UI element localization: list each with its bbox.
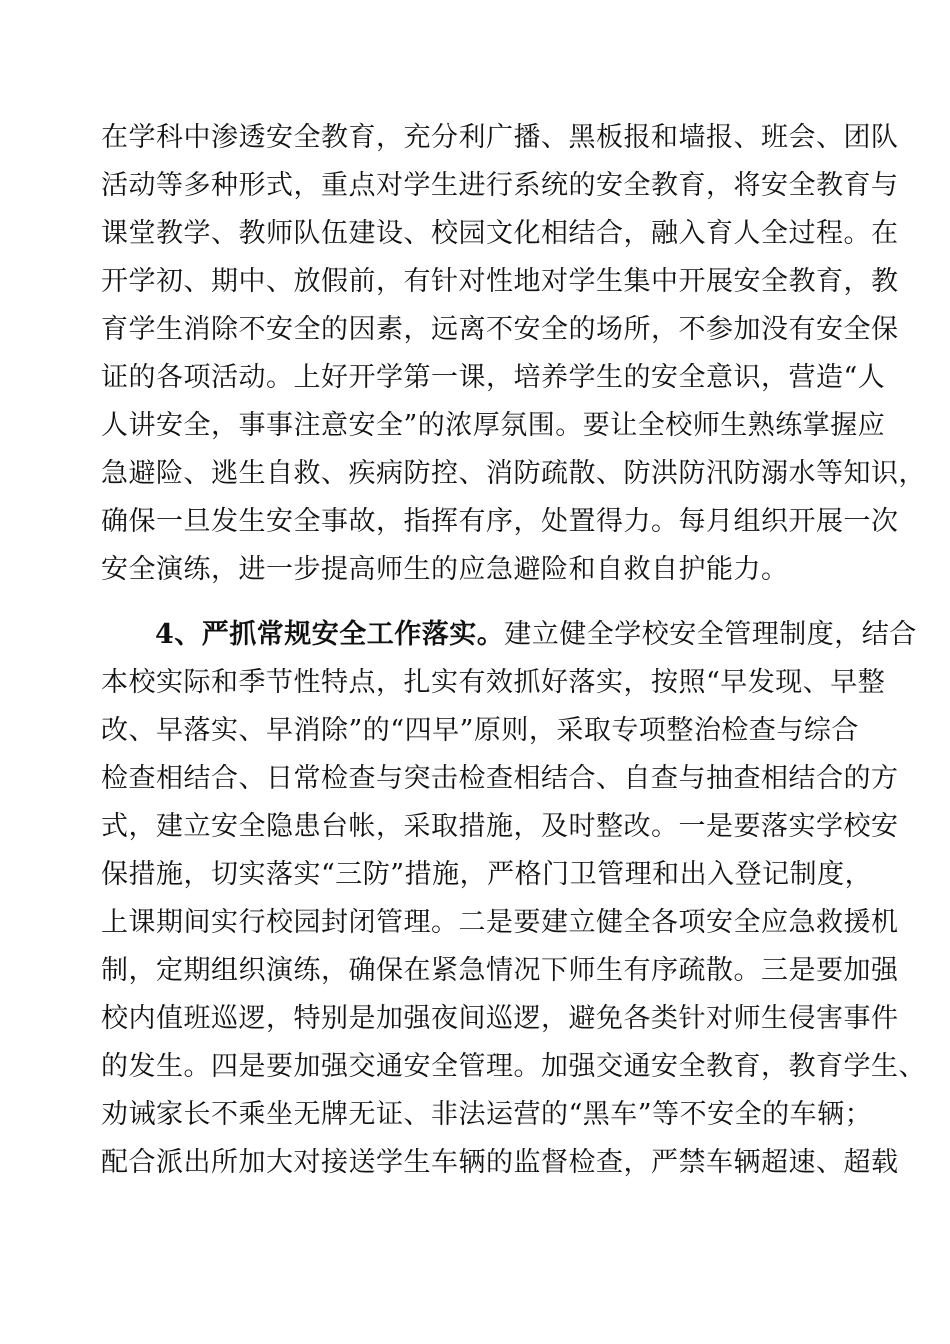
paragraph-line: 急避险、逃生自救、疾病防控、消防疏散、防洪防汛防溺水等知识， — [101, 458, 926, 489]
paragraph-line: 配合派出所加大对接送学生车辆的监督检查，严禁车辆超速、超载 — [101, 1147, 899, 1178]
section-4-heading: 4、严抓常规安全工作落实。 — [155, 619, 505, 650]
section-4-first-line — [155, 619, 917, 651]
paragraph-line: 制，定期组织演练，确保在紧急情况下师生有序疏散。三是要加强 — [101, 955, 899, 986]
paragraph-line: 的发生。四是要加强交通安全管理。加强交通安全教育，教育学生、 — [101, 1051, 926, 1082]
paragraph-line: 确保一旦发生安全事故，指挥有序，处置得力。每月组织开展一次 — [101, 506, 899, 537]
paragraph-line: 证的各项活动。上好开学第一课，培养学生的安全意识，营造“人 — [101, 362, 886, 393]
paragraph-line: 校内值班巡逻，特别是加强夜间巡逻，避免各类针对师生侵害事件 — [101, 1003, 899, 1034]
paragraph-line: 安全演练，进一步提高师生的应急避险和自救自护能力。 — [101, 554, 789, 585]
paragraph-line: 劝诫家长不乘坐无牌无证、非法运营的“黑车”等不安全的车辆； — [101, 1099, 873, 1130]
paragraph-line: 人讲安全，事事注意安全”的浓厚氛围。要让全校师生熟练掌握应 — [101, 410, 886, 441]
paragraph-line: 检查相结合、日常检查与突击检查相结合、自查与抽查相结合的方 — [101, 763, 899, 794]
paragraph-line: 开学初、期中、放假前，有针对性地对学生集中开展安全教育，教 — [101, 266, 899, 297]
paragraph-line: 育学生消除不安全的因素，远离不安全的场所，不参加没有安全保 — [101, 314, 899, 345]
paragraph-line: 活动等多种形式，重点对学生进行系统的安全教育，将安全教育与 — [101, 170, 899, 201]
paragraph-line: 式，建立安全隐患台帐，采取措施，及时整改。一是要落实学校安 — [101, 811, 899, 842]
section-4-first-line-text: 建立健全学校安全管理制度，结合 — [504, 619, 917, 650]
paragraph-line: 上课期间实行校园封闭管理。二是要建立健全各项安全应急救援机 — [101, 907, 899, 938]
paragraph-line: 改、早落实、早消除”的“四早”原则，采取专项整治检查与综合 — [101, 715, 859, 746]
paragraph-line: 在学科中渗透安全教育，充分利广播、黑板报和墙报、班会、团队 — [101, 122, 899, 153]
paragraph-line: 保措施，切实落实“三防”措施，严格门卫管理和出入登记制度， — [101, 859, 873, 890]
paragraph-line: 本校实际和季节性特点，扎实有效抓好落实，按照“早发现、早整 — [101, 667, 886, 698]
paragraph-line: 课堂教学、教师队伍建设、校园文化相结合，融入育人全过程。在 — [101, 218, 899, 249]
